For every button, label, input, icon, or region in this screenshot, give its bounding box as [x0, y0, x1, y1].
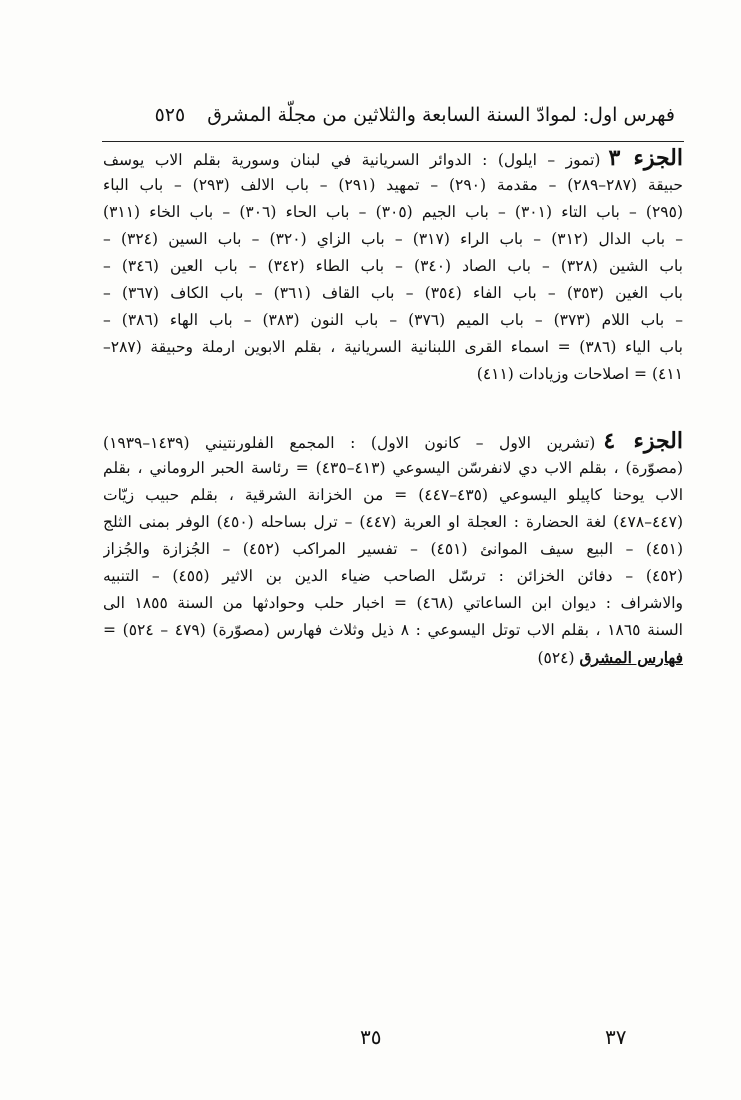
text-line: (٢٩٥) – باب التاء (٣٠١) – باب الجيم (٣٠٥) – باب الحاء (٣٠٦) – باب الخاء (٣١١)	[103, 203, 683, 221]
text-line: (٤٥٢) – دفائن الخزائن : ترسّل الصاحب ضياء الدين بن الاثير (٤٥٥) – التنبيه	[103, 567, 683, 585]
text-line: باب الشين (٣٢٨) – باب الصاد (٣٤٠) – باب الطاء (٣٤٢) – باب العين (٣٤٦) –	[103, 257, 683, 275]
text-line: فهارس المشرق (٥٢٤)	[537, 648, 683, 667]
text-line: والاشراف : ديوان ابن الساعاتي (٤٦٨) = اخبار حلب وحوادثها من السنة ١٨٥٥ الى	[103, 594, 683, 612]
text-line: السنة ١٨٦٥ ، بقلم الاب توتل اليسوعي : ٨ ذيل وثلاث فهارس (مصوّرة) (٤٧٩ – ٥٢٤) =	[103, 621, 683, 639]
text-line: ٤١١) = اصلاحات وزيادات (٤١١)	[476, 365, 683, 383]
text-line: – باب الدال (٣١٢) – باب الراء (٣١٧) – باب الزاي (٣٢٠) – باب السين (٣٢٤) –	[103, 230, 683, 248]
text-line: الاب يوحنا كاپيلو اليسوعي (٤٣٥–٤٤٧) = من الخزانة الشرقية ، بقلم حبيب زيّات	[103, 486, 683, 504]
text-line: باب الياء (٣٨٦) = اسماء القرى اللبنانية السريانية ، بقلم الابوين ارملة وحبيقة (٢٨٧–	[103, 338, 683, 356]
footer-number-left: ٣٥	[360, 1025, 382, 1049]
footer-number-right: ٣٧	[605, 1025, 627, 1049]
text-line: باب الغين (٣٥٣) – باب الفاء (٣٥٤) – باب القاف (٣٦١) – باب الكاف (٣٦٧) –	[103, 284, 683, 302]
section-part-4	[103, 428, 683, 671]
text-line: (٤٤٧–٤٧٨) لغة الحضارة : العجلة او العربة (٤٤٧) – ترل بساحله (٤٥٠) الوفر بمنى الثلج	[103, 513, 683, 531]
part-label: الجزء ٤	[603, 428, 683, 454]
text-line: (٤٥١) – البيع سيف الموانئ (٤٥١) – تفسير المراكب (٤٥٢) – الجُزازة والجُزاز	[103, 540, 683, 558]
text-line: الجزء ٣(تموز – ايلول) : الدوائر السريانية في لبنان وسورية بقلم الاب يوسف	[103, 145, 683, 171]
header-title: فهرس اول: لموادّ السنة السابعة والثلاثين من مجلّة المشرق	[207, 104, 675, 126]
text-line: – باب اللام (٣٧٣) – باب الميم (٣٧٦) – باب النون (٣٨٣) – باب الهاء (٣٨٦) –	[103, 311, 683, 329]
text-line: (مصوّرة) ، بقلم الاب دي لانفرسّن اليسوعي (٤١٣–٤٣٥) = رئاسة الحبر الروماني ، بقلم	[103, 459, 683, 477]
section-part-3	[103, 145, 683, 388]
page-number: ٥٢٥	[154, 104, 186, 126]
part-label: الجزء ٣	[608, 145, 683, 171]
text-line: الجزء ٤(تشرين الاول – كانون الاول) : المجمع الفلورنتيني (١٤٣٩–١٩٣٩)	[103, 428, 683, 454]
underlined-title: فهارس المشرق	[579, 648, 683, 667]
header-rule	[102, 141, 684, 142]
text-line: حبيقة (٢٨٧–٢٨٩) – مقدمة (٢٩٠) – تمهيد (٢٩١) – باب الالف (٢٩٣) – باب الباء	[103, 176, 683, 194]
running-header	[115, 100, 675, 130]
